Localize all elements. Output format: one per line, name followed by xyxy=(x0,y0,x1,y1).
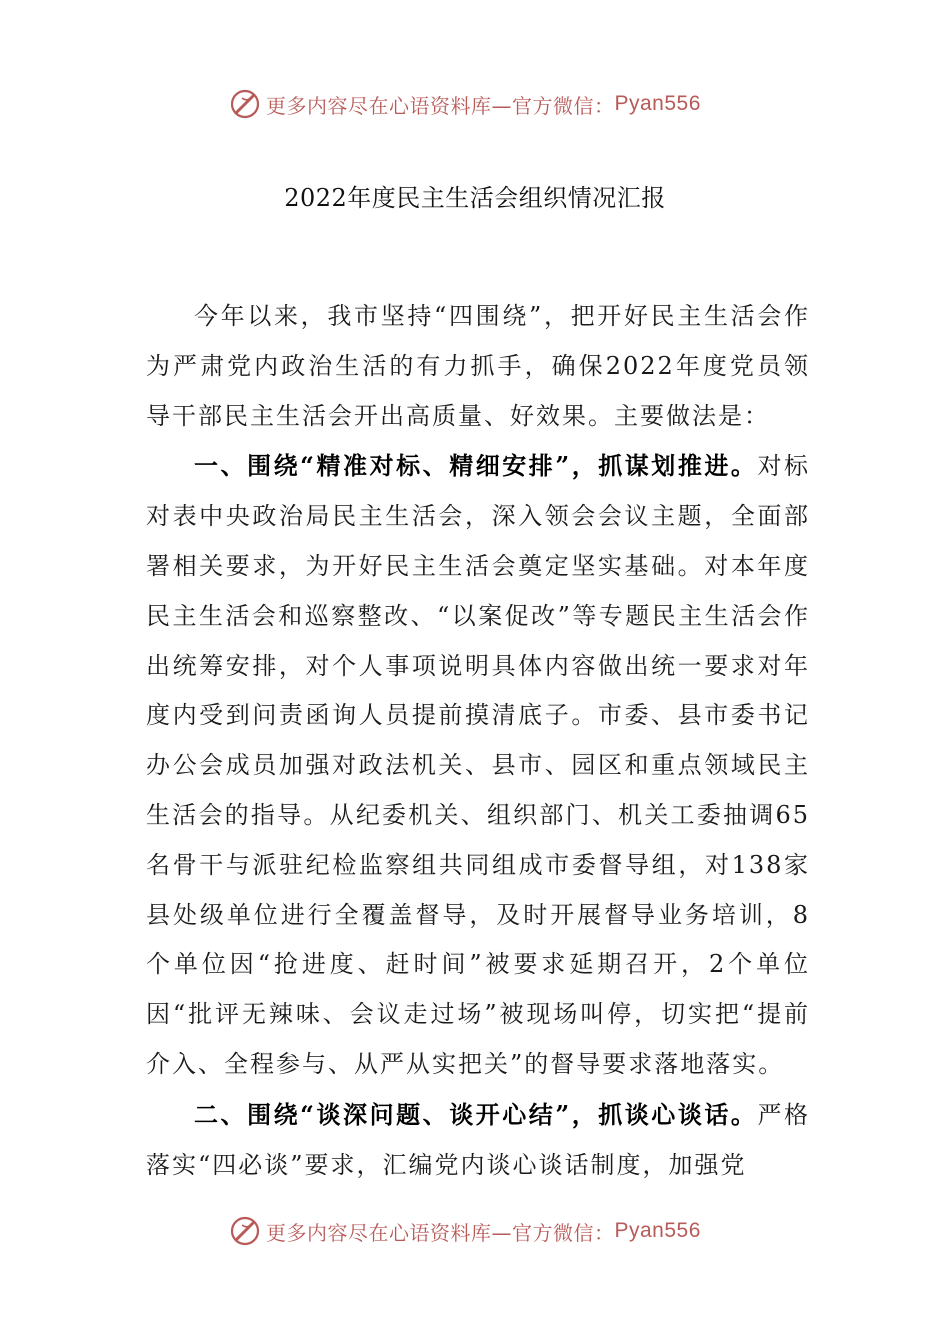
watermark-footer xyxy=(228,1213,701,1249)
watermark-header xyxy=(228,86,701,122)
document-title: 2022年度民主生活会组织情况汇报 xyxy=(284,184,666,212)
paragraph-text: 严格落实“四必谈”要求，汇编党内谈心谈话制度，加强党 xyxy=(146,1100,811,1179)
section-heading: 二、围绕“谈深问题、谈开心结”，抓谈心谈话。 xyxy=(194,1099,758,1129)
paragraph-section-1 xyxy=(146,441,810,1089)
paragraph-section-2 xyxy=(146,1090,810,1191)
section-heading: 一、围绕“精准对标、精细安排”，抓谋划推进。 xyxy=(194,451,758,481)
watermark-text: 更多内容尽在心语资料库—官方微信： xyxy=(266,1220,615,1245)
watermark-id: Pyan556 xyxy=(614,1219,701,1242)
watermark-text: 更多内容尽在心语资料库—官方微信： xyxy=(266,93,615,118)
watermark-id: Pyan556 xyxy=(614,92,701,115)
pen-logo-icon xyxy=(228,1214,262,1248)
document-body xyxy=(146,292,810,1190)
paragraph-text: 对标对表中央政治局民主生活会，深入领会会议主题，全面部署相关要求，为开好民主生活会奠定坚实基础。对本年度民主生活会和巡察整改、“以案促改”等专题民主生活会作出统筹安排，对个人事项说明具体内容做出统一要求对年度内受到问责函询人员提前摸清底子。市委、县市委书记办公会成员加强对政法机关、县市、园区和重点领域民主生活会的指导。从纪委机关、组织部门、机关工委抽调65名骨干与派驻纪检监察组共同组成市委督导组，对138家县处级单位进行全覆盖督导，及时开展督导业务培训，8个单位因“抢进度、赶时间”被要求延期召开，2个单位因“批评无辣味、会议走过场”被现场叫停，切实把“提前介入、全程参与、从严从实把关”的督导要求落地落实。 xyxy=(146,452,811,1078)
paragraph-intro xyxy=(146,292,810,441)
paragraph-text: 今年以来，我市坚持“四围绕”，把开好民主生活会作为严肃党内政治生活的有力抓手，确保2022年度党员领导干部民主生活会开出高质量、好效果。主要做法是： xyxy=(146,302,810,430)
pen-logo-icon xyxy=(228,87,262,121)
